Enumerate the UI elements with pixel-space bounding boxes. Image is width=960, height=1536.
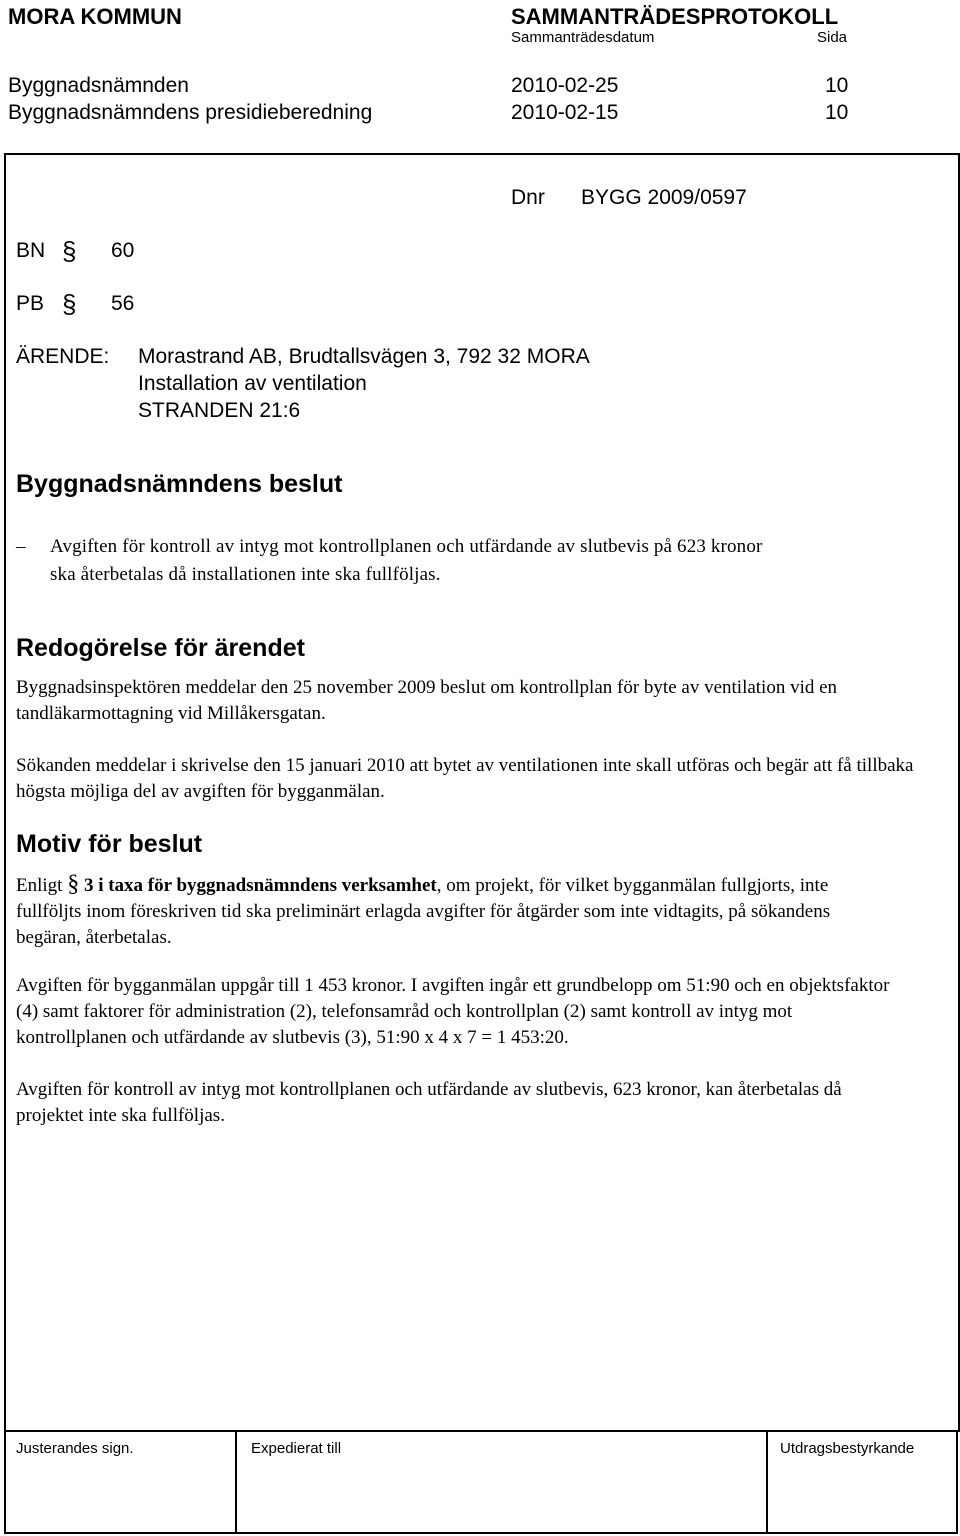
pb-paragraph-symbol: §	[62, 289, 77, 319]
justerandes-sign-label: Justerandes sign.	[16, 1440, 134, 1457]
utdragsbestyrkande-label: Utdragsbestyrkande	[780, 1440, 915, 1457]
report-paragraph-2: Sökanden meddelar i skrivelse den 15 januari 2010 att bytet av ventilationen inte skall utföras och begär att få tillbaka högsta möjliga del av avgiften för bygganmälan.	[16, 755, 914, 802]
motive-paragraph-symbol: §	[67, 871, 80, 897]
footer-divider-2	[766, 1432, 768, 1532]
meeting-page-2: 10	[825, 101, 849, 124]
page-column-label: Sida	[817, 29, 848, 46]
meeting-body-1: Byggnadsnämnden	[8, 74, 189, 97]
meeting-date-2: 2010-02-15	[511, 101, 619, 124]
bn-label: BN	[16, 239, 46, 262]
meeting-page-1: 10	[825, 74, 849, 97]
motive-p1-bold: 3 i taxa för byggnadsnämndens verksamhet	[79, 875, 437, 896]
motive-heading: Motiv för beslut	[16, 830, 203, 858]
bn-number: 60	[111, 239, 135, 262]
decision-heading: Byggnadsnämndens beslut	[16, 470, 343, 498]
report-paragraph-1: Byggnadsinspektören meddelar den 25 november 2009 beslut om kontrollplan för byte av ventilation vid en tandläkarmottagning vid Millåkersgatan.	[16, 677, 838, 724]
decision-line-1: Avgiften för kontroll av intyg mot kontrollplanen och utfärdande av slutbevis på 623 kronor	[50, 536, 763, 557]
meeting-body-2: Byggnadsnämndens presidieberedning	[8, 101, 373, 124]
motive-paragraph-1	[16, 871, 896, 951]
expedierat-till-label: Expedierat till	[251, 1440, 342, 1457]
dnr-value: BYGG 2009/0597	[581, 186, 747, 209]
arende-line-3: STRANDEN 21:6	[138, 399, 301, 422]
pb-label: PB	[16, 292, 45, 315]
motive-paragraph-2: Avgiften för bygganmälan uppgår till 1 453 kronor. I avgiften ingår ett grundbelopp om 51:90 och en objektsfaktor (4) samt faktorer för administration (2), telefonsamråd och kontrollplan (2) samt kontroll av intyg mot kontrollplanen och utfärdande av slutbevis (3), 51:90 x 4 x 7 = 1 453:20.	[16, 975, 890, 1048]
decision-line-2: ska återbetalas då installationen inte ska fullföljas.	[50, 564, 441, 585]
dnr-label: Dnr	[511, 186, 545, 209]
arende-label: ÄRENDE:	[16, 345, 110, 368]
motive-p1-pre: Enligt	[16, 875, 68, 896]
date-column-label: Sammanträdesdatum	[511, 29, 655, 46]
arende-line-1: Morastrand AB, Brudtallsvägen 3, 792 32 MORA	[138, 345, 590, 368]
bn-paragraph-symbol: §	[62, 236, 77, 266]
meeting-date-1: 2010-02-25	[511, 74, 619, 97]
document-type: SAMMANTRÄDESPROTOKOLL	[511, 4, 839, 29]
report-heading: Redogörelse för ärendet	[16, 634, 305, 662]
motive-paragraph-3: Avgiften för kontroll av intyg mot kontrollplanen och utfärdande av slutbevis, 623 kronor, kan återbetalas då projektet inte ska fullföljas.	[16, 1079, 842, 1126]
decision-dash: –	[16, 536, 26, 557]
organization-name: MORA KOMMUN	[8, 4, 182, 29]
pb-number: 56	[111, 292, 135, 315]
motive-p1-post: , om projekt, för vilket bygganmälan fullgjorts, inte fullföljts inom föreskriven tid ska preliminärt erlagda avgifter för åtgärder som inte vidtagits, på sökandens begäran, återbetalas.	[16, 875, 831, 948]
footer-divider-1	[235, 1432, 237, 1532]
arende-line-2: Installation av ventilation	[138, 372, 367, 395]
